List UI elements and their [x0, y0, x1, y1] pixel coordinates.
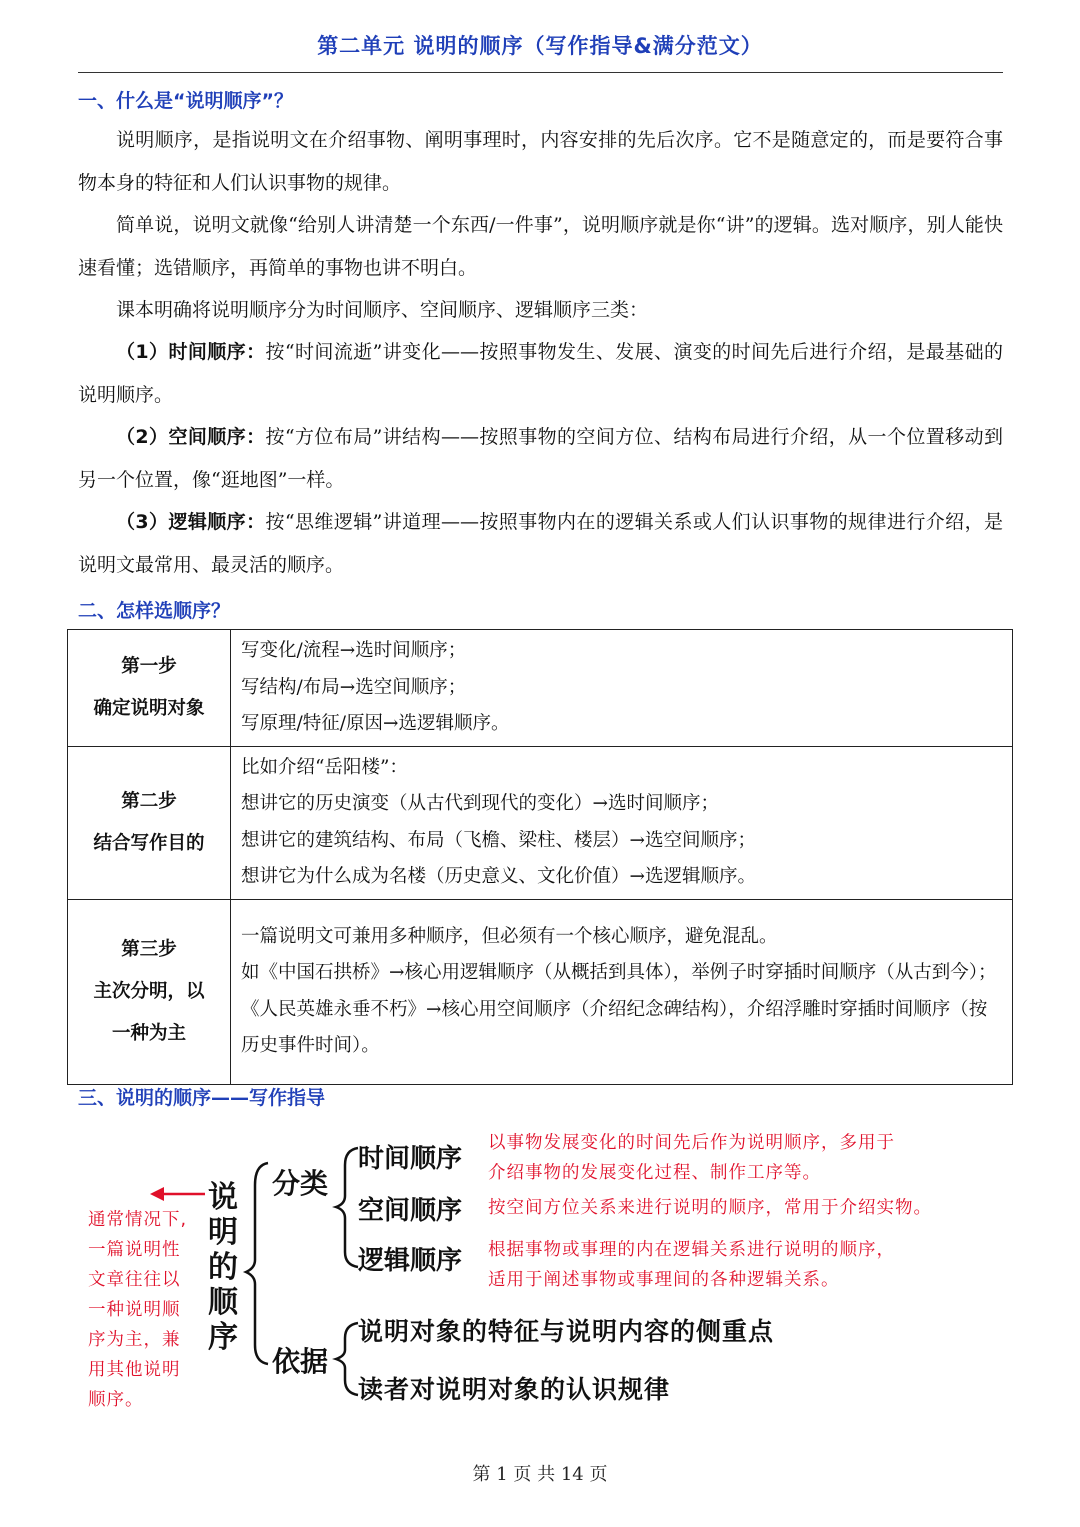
- list-item-space-order: [78, 416, 1003, 501]
- desc-line: 根据事物或事理的内在逻辑关系进行说明的顺序，: [488, 1240, 895, 1260]
- desc-time-order: [488, 1128, 895, 1188]
- page-number: 第 1 页 共 14 页: [472, 1464, 608, 1485]
- desc-space-order: [488, 1193, 932, 1223]
- list-item-logic-order: [78, 501, 1003, 586]
- step-title: 一种为主: [111, 1022, 186, 1044]
- item-label: （2）空间顺序：: [116, 426, 266, 448]
- step-line: 写变化/流程→选时间顺序；: [241, 640, 467, 661]
- root-char: 说: [208, 1180, 238, 1215]
- basis-item-cognition: 读者对说明对象的认识规律: [358, 1375, 671, 1404]
- step-title: 确定说明对象: [93, 697, 205, 719]
- side-note: [88, 1205, 208, 1415]
- step-title-cell: [68, 630, 231, 747]
- step-line: 写结构/布局→选空间顺序；: [241, 676, 467, 698]
- section-heading-3: 三、说明的顺序——写作指导: [78, 1087, 326, 1109]
- step-line: 如《中国石拱桥》→核心用逻辑顺序（从概括到具体），举例子时穿插时间顺序（从古到今）；: [241, 962, 997, 983]
- table-row: [68, 899, 1013, 1084]
- step-title: 结合写作目的: [93, 832, 205, 854]
- note-line: 通常情况下,: [88, 1210, 188, 1230]
- page-title: 第二单元 说明的顺序（写作指导&满分范文）: [317, 34, 763, 58]
- note-line: 一篇说明性: [88, 1240, 181, 1260]
- node-space-order: 空间顺序: [358, 1196, 463, 1226]
- step-line: 一篇说明文可兼用多种顺序，但必须有一个核心顺序，避免混乱。: [241, 925, 778, 947]
- paragraph-definition: 说明顺序，是指说明文在介绍事物、阐明事理时，内容安排的先后次序。它不是随意定的，而是要符合事物本身的特征和人们认识事物的规律。: [78, 129, 1003, 194]
- note-line: 用其他说明: [88, 1360, 181, 1380]
- paragraph-categories: 课本明确将说明顺序分为时间顺序、空间顺序、逻辑顺序三类：: [116, 299, 649, 321]
- paragraph-simple: 简单说，说明文就像“给别人讲清楚一个东西/一件事”，说明顺序就是你“讲”的逻辑。选对顺序，别人能快速看懂；选错顺序，再简单的事物也讲不明白。: [78, 214, 1003, 279]
- desc-logic-order: [488, 1235, 895, 1295]
- step-title-cell: [68, 899, 231, 1084]
- desc-line: 以事物发展变化的时间先后作为说明顺序，多用于: [488, 1133, 895, 1153]
- step-content-cell: [231, 899, 1013, 1084]
- item-text: 按“思维逻辑”讲道理——按照事物内在的逻辑关系或人们认识事物的规律进行介绍，是说明文最常用、最灵活的顺序。: [78, 511, 1003, 576]
- root-char: 序: [208, 1320, 238, 1355]
- header-divider: [78, 72, 1003, 73]
- step-content-cell: [231, 746, 1013, 899]
- basis-item-feature: 说明对象的特征与说明内容的侧重点: [358, 1317, 775, 1346]
- branch-label-basis: 依据: [272, 1345, 329, 1378]
- note-line: 文章往往以: [88, 1270, 181, 1290]
- step-title-cell: [68, 746, 231, 899]
- list-item-time-order: [78, 331, 1003, 416]
- root-char: 明: [208, 1215, 238, 1250]
- step-number: 第一步: [121, 655, 177, 677]
- section-heading-2: 二、怎样选顺序？: [78, 600, 231, 622]
- step-number: 第三步: [121, 938, 177, 960]
- item-text: 按“时间流逝”讲变化——按照事物发生、发展、演变的时间先后进行介绍，是最基础的说明顺序。: [78, 341, 1003, 406]
- table-row: [68, 630, 1013, 747]
- note-line: 一种说明顺: [88, 1300, 181, 1320]
- table-row: [68, 746, 1013, 899]
- node-logic-order: 逻辑顺序: [358, 1246, 463, 1276]
- section-heading-1: 一、什么是“说明顺序”？: [78, 90, 293, 112]
- step-line: 《人民英雄永垂不朽》→核心用空间顺序（介绍纪念碑结构），介绍浮雕时穿插时间顺序（按历史事件时间）。: [241, 998, 988, 1056]
- step-line: 想讲它的历史演变（从古代到现代的变化）→选时间顺序；: [241, 793, 720, 814]
- note-line: 顺序。: [88, 1390, 144, 1410]
- step-title: 主次分明，以: [93, 980, 205, 1002]
- item-label: （3）逻辑顺序：: [116, 511, 266, 533]
- step-line: 想讲它为什么成为名楼（历史意义、文化价值）→选逻辑顺序。: [241, 866, 757, 887]
- desc-line: 介绍事物的发展变化过程、制作工序等。: [488, 1163, 821, 1183]
- step-line: 比如介绍“岳阳楼”：: [241, 756, 408, 778]
- desc-line: 按空间方位关系来进行说明的顺序，常用于介绍实物。: [488, 1198, 932, 1218]
- root-char: 的: [208, 1250, 238, 1285]
- step-number: 第二步: [121, 790, 177, 812]
- item-text: 按“方位布局”讲结构——按照事物的空间方位、结构布局进行介绍，从一个位置移动到另一个位置，像“逛地图”一样。: [78, 426, 1003, 491]
- step-line: 写原理/特征/原因→选逻辑顺序。: [241, 713, 510, 734]
- branch-label-classification: 分类: [272, 1167, 329, 1200]
- item-label: （1）时间顺序：: [116, 341, 266, 363]
- steps-table: [67, 629, 1013, 1085]
- step-line: 想讲它的建筑结构、布局（飞檐、梁柱、楼层）→选空间顺序；: [241, 829, 757, 851]
- mind-map-root: [205, 1180, 241, 1355]
- desc-line: 适用于阐述事物或事理间的各种逻辑关系。: [488, 1270, 840, 1290]
- note-line: 序为主，兼: [88, 1330, 181, 1350]
- root-char: 顺: [208, 1285, 238, 1320]
- node-time-order: 时间顺序: [358, 1144, 463, 1174]
- step-content-cell: [231, 630, 1013, 747]
